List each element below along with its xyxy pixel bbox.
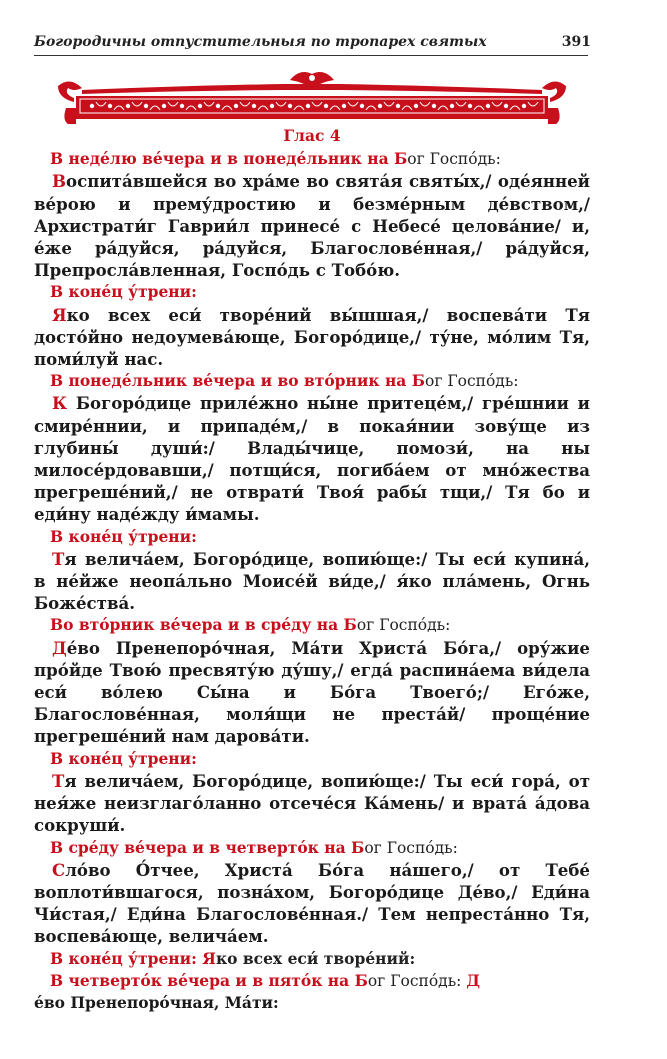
rubric-3 bbox=[34, 370, 590, 392]
rubric-red: В коне́ц у́трени: bbox=[50, 748, 197, 768]
rubric-5 bbox=[34, 614, 590, 636]
hymn-text: я велича́ем, Богоро́дице, вопию́ще:/ Ты еси́ купина́, в не́йже неопа́льно Моисе́й ви́де,/ я́ко пла́мень, Огнь Боже́ства́. bbox=[34, 548, 590, 614]
hymn-text: ло́во О́тчее, Христа́ Бо́га на́шего,/ от Тебе́ воплоти́вшагося, позна́хом, Богоро́дице Де́во,/ Еди́на Чи́стая,/ Еди́на Благослове́нная./ Тем непреста́нно Тя, воспева́юще, велича́ем. bbox=[34, 859, 590, 947]
rubric-4 bbox=[34, 526, 590, 548]
rubric-black: ко всех еси́ творе́ний: bbox=[215, 948, 416, 968]
initial-letter: Д bbox=[466, 970, 481, 990]
initial-letter: С bbox=[52, 859, 66, 880]
hymn-7 bbox=[34, 859, 590, 948]
hymn-text: е́во Пренепоро́чная, Ма́ти: bbox=[34, 992, 279, 1012]
rubric-black: ог Госпо́дь: bbox=[356, 616, 451, 635]
hymn-3 bbox=[34, 392, 590, 525]
hymn-1 bbox=[34, 170, 590, 281]
tail-rubric bbox=[34, 948, 590, 970]
rubric-black: ог Госпо́дь: bbox=[424, 372, 519, 391]
rubric-6 bbox=[34, 748, 590, 770]
initial-letter: Т bbox=[52, 770, 65, 791]
running-title: Богородичны отпустительныя по тропарех святых bbox=[34, 34, 487, 50]
hymn-6 bbox=[34, 770, 590, 837]
header-rule bbox=[34, 55, 588, 56]
last-rubric bbox=[34, 970, 590, 992]
initial-letter: В bbox=[52, 171, 67, 192]
hymn-text: оспита́вшейся во хра́ме во свята́я святы́х,/ оде́янней ве́рою и прему́дростию и безме́рным де́вством,/ Архистрати́г Гаврии́л принесе́ с Небесе́ целова́ние/ и, е́же ра́дуйся, ра́дуйся, Благослове́нная,/ ра́дуйся, Препросла́вленная, Госпо́дь с Тобо́ю. bbox=[34, 171, 590, 281]
rubric-black: ог Госпо́дь: bbox=[407, 150, 501, 169]
rubric-7 bbox=[34, 837, 590, 859]
rubric-red: В коне́ц у́трени: bbox=[50, 282, 197, 302]
rubric-red: В коне́ц у́трени: bbox=[50, 526, 197, 546]
last-rubric-continuation bbox=[34, 992, 590, 1014]
hymn-text: Богоро́дице приле́жно ны́не притецéм,/ гре́шнии и смире́ннии, и припаде́м,/ в покая́нии зову́ще из глубины́ души́:/ Влады́чице, помози́, на ны милосе́рдовавши,/ потщи́ся, погиба́ем от мно́жества прегреше́ний,/ не отврати́ Твоя́ рабы́ тщи,/ Тя бо и еди́ну наде́жду и́мамы. bbox=[34, 393, 590, 525]
rubric-red: В четверто́к ве́чера и в пято́к на Б bbox=[50, 970, 368, 990]
initial-letter: Я bbox=[52, 304, 67, 325]
rubric-red: Во вто́рник ве́чера и в сре́ду на Б bbox=[50, 615, 357, 635]
rubric-2 bbox=[34, 281, 590, 303]
initial-letter: К bbox=[52, 393, 68, 414]
tone-heading: Глас 4 bbox=[283, 126, 341, 145]
hymn-2 bbox=[34, 304, 590, 371]
rubric-red: В понеде́льник ве́чера и во вто́рник на Б bbox=[50, 371, 425, 391]
rubric-1 bbox=[34, 148, 590, 170]
page-number: 391 bbox=[561, 34, 591, 50]
rubric-red: В сре́ду ве́чера и в четверто́к на Б bbox=[50, 837, 365, 857]
rubric-black: ог Госпо́дь: bbox=[367, 971, 467, 990]
initial-letter: Д bbox=[52, 637, 67, 658]
headpiece-ornament-icon bbox=[52, 68, 572, 130]
hymn-5 bbox=[34, 637, 590, 748]
hymn-text: ко всех еси́ творе́ний вы́шшая,/ воспева́ти Тя досто́йно недоумева́юще, Богоро́дице,/ ту́не, мо́лим Тя, поми́луй нас. bbox=[34, 304, 590, 370]
hymn-4 bbox=[34, 548, 590, 615]
rubric-black: ог Госпо́дь: bbox=[364, 838, 458, 857]
main-text bbox=[34, 125, 590, 1014]
hymn-text: е́во Пренепоро́чная, Ма́ти Христа́ Бо́га,/ ору́жие про́йде Твою́ пресвяту́ю ду́шу,/ егда́ распина́ема ви́дела еси́ во́лею Сы́на и Бо́га Твоего́;/ Его́же, Благослове́нная, моля́щи не преста́й/ проще́ние прегреше́ний нам дарова́ти. bbox=[34, 637, 590, 747]
rubric-red: В коне́ц у́трени: Я bbox=[50, 948, 216, 968]
rubric-red: В неде́лю ве́чера и в понеде́льник на Б bbox=[50, 149, 408, 169]
hymn-text: я велича́ем, Богоро́дице, вопию́ще:/ Ты еси́ гора́, от нея́же неизглаго́ланно отсече́ся Ка́мень/ и врата́ а́дова сокруши́. bbox=[34, 770, 590, 836]
initial-letter: Т bbox=[52, 548, 65, 569]
